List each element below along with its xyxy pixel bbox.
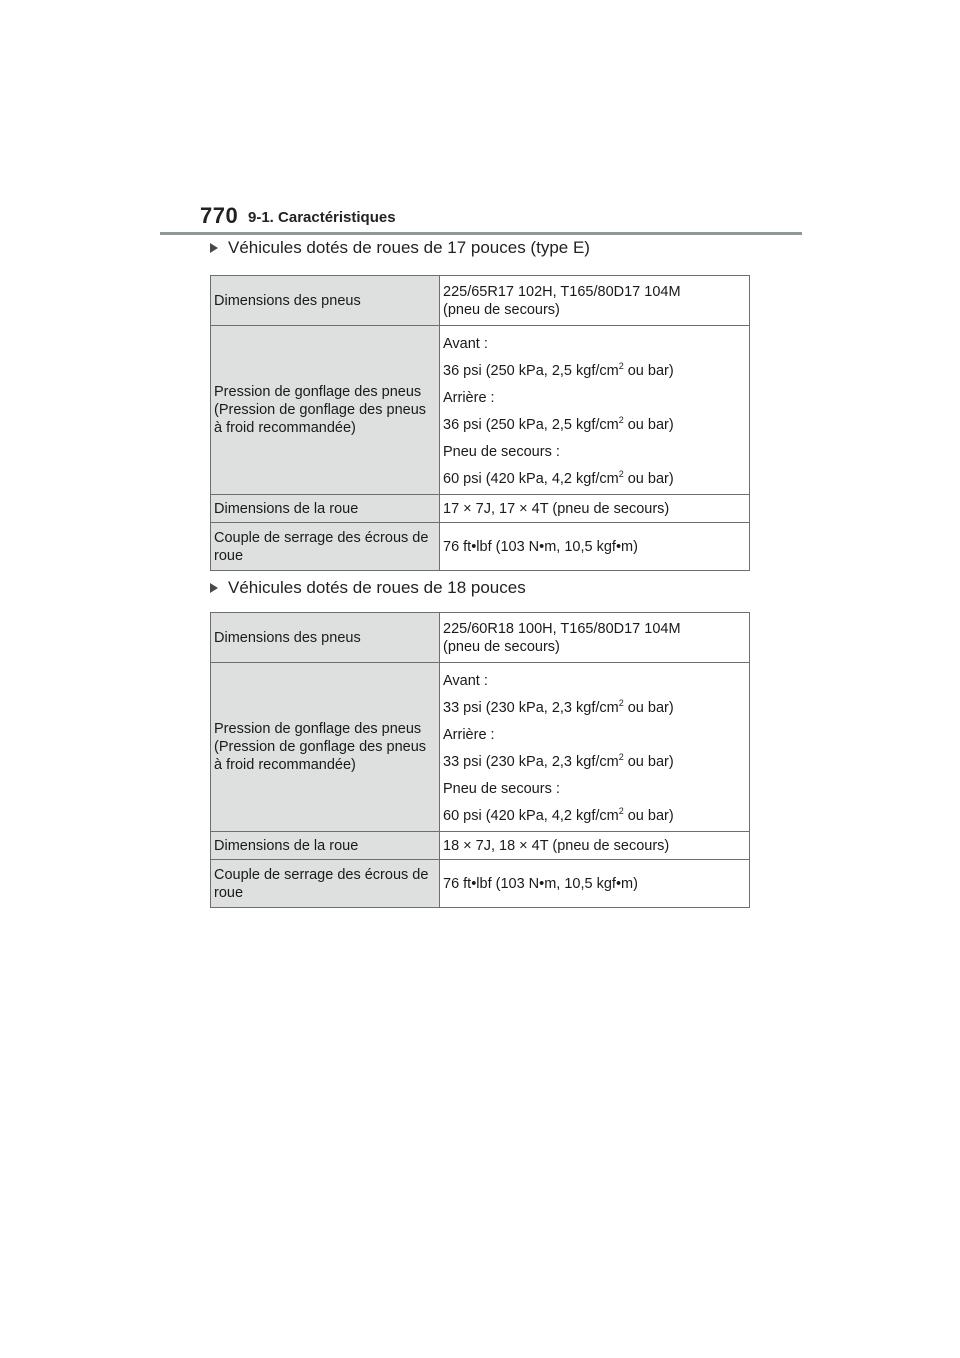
section-title: 9-1. Caractéristiques: [248, 209, 396, 226]
triangle-bullet-icon: [210, 243, 218, 253]
torque-value: 76 ft•lbf (103 N•m, 10,5 kgf•m): [440, 860, 750, 908]
section-heading-18in: [210, 578, 526, 598]
tire-size-value: [440, 276, 750, 326]
triangle-bullet-icon: [210, 583, 218, 593]
rear-label: Arrière :: [443, 389, 495, 406]
front-label: Avant :: [443, 335, 488, 352]
front-label: Avant :: [443, 672, 488, 689]
table-row-rim-size: [211, 495, 750, 523]
spec-table-17in: [210, 275, 750, 571]
spare-label: Pneu de secours :: [443, 443, 560, 460]
tire-size-line-1: 225/60R18 100H, T165/80D17 104M: [443, 620, 681, 637]
tire-size-line-2: (pneu de secours): [443, 301, 560, 318]
page-header: [200, 203, 802, 235]
tire-size-line-2: (pneu de secours): [443, 638, 560, 655]
spec-table-18in: [210, 612, 750, 908]
pressure-value: [440, 326, 750, 495]
tire-size-label: Dimensions des pneus: [211, 613, 440, 663]
section-heading-17in: [210, 238, 590, 258]
table-row-rim-size: [211, 832, 750, 860]
table-row-tire-size: [211, 276, 750, 326]
pressure-label: Pression de gonflage des pneus (Pression de gonflage des pneus à froid recommandée): [211, 326, 440, 495]
spare-pressure: 60 psi (420 kPa, 4,2 kgf/$cm^2$ ou bar): [443, 805, 674, 824]
spare-label: Pneu de secours :: [443, 780, 560, 797]
rim-size-value: 18 × 7J, 18 × 4T (pneu de secours): [440, 832, 750, 860]
rim-size-value: 17 × 7J, 17 × 4T (pneu de secours): [440, 495, 750, 523]
pressure-label: Pression de gonflage des pneus (Pression de gonflage des pneus à froid recommandée): [211, 663, 440, 832]
front-pressure: 36 psi (250 kPa, 2,5 kgf/$cm^2$ ou bar): [443, 360, 674, 379]
table-row-tire-size: [211, 613, 750, 663]
pressure-value: [440, 663, 750, 832]
table-row-torque: [211, 523, 750, 571]
header-rule: [160, 232, 802, 235]
section-heading-text: Véhicules dotés de roues de 18 pouces: [228, 578, 526, 597]
rim-size-label: Dimensions de la roue: [211, 495, 440, 523]
torque-value: 76 ft•lbf (103 N•m, 10,5 kgf•m): [440, 523, 750, 571]
torque-label: Couple de serrage des écrous de roue: [211, 860, 440, 908]
section-heading-text: Véhicules dotés de roues de 17 pouces (type E): [228, 238, 590, 257]
tire-size-label: Dimensions des pneus: [211, 276, 440, 326]
table-row-pressure: [211, 663, 750, 832]
spare-pressure: 60 psi (420 kPa, 4,2 kgf/$cm^2$ ou bar): [443, 468, 674, 487]
tire-size-value: [440, 613, 750, 663]
rear-pressure: 33 psi (230 kPa, 2,3 kgf/$cm^2$ ou bar): [443, 751, 674, 770]
rear-pressure: 36 psi (250 kPa, 2,5 kgf/$cm^2$ ou bar): [443, 414, 674, 433]
tire-size-line-1: 225/65R17 102H, T165/80D17 104M: [443, 283, 681, 300]
page-number: 770: [200, 203, 239, 228]
table-row-torque: [211, 860, 750, 908]
rim-size-label: Dimensions de la roue: [211, 832, 440, 860]
table-row-pressure: [211, 326, 750, 495]
front-pressure: 33 psi (230 kPa, 2,3 kgf/$cm^2$ ou bar): [443, 697, 674, 716]
rear-label: Arrière :: [443, 726, 495, 743]
torque-label: Couple de serrage des écrous de roue: [211, 523, 440, 571]
